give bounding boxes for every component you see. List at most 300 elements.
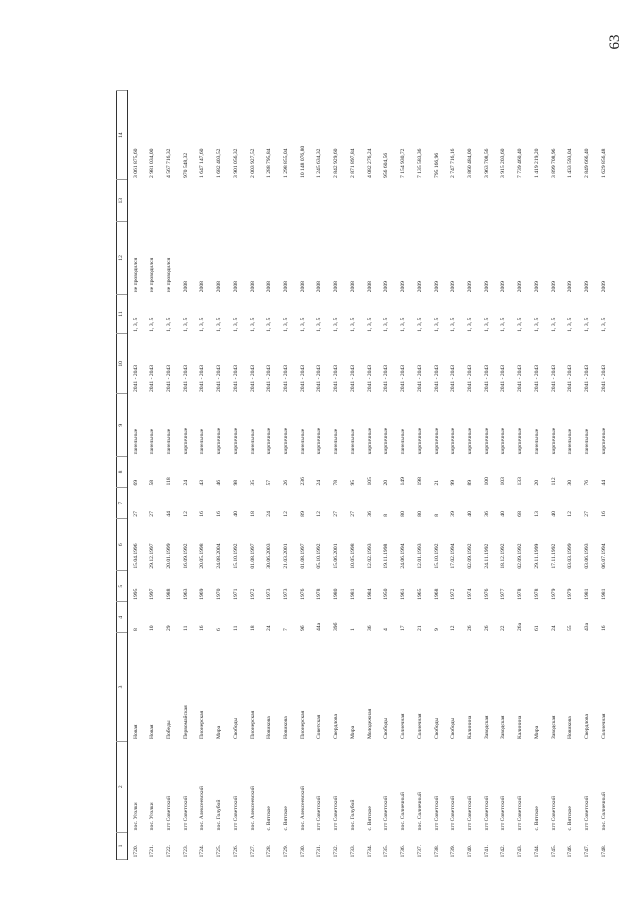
table-cell: кирпичные: [283, 427, 290, 455]
table-cell: 4 567 716,32: [166, 148, 172, 178]
table-cell: 1, 3, 5: [400, 317, 407, 332]
table-cell: [312, 180, 329, 222]
table-cell: 2008: [232, 281, 239, 293]
table-cell: пос. Голубой: [216, 799, 223, 831]
table-cell: [446, 180, 463, 222]
table-cell: 1, 3, 5: [249, 317, 256, 332]
table-cell: 20: [533, 479, 540, 486]
table-cell: 3 963 708,56: [483, 148, 490, 178]
page-number: 63: [607, 34, 623, 50]
table-cell: [513, 180, 530, 222]
table-cell: 2009: [433, 281, 440, 293]
table-cell: 24.06.1994: [400, 543, 407, 569]
table-cell: Солнечная: [400, 713, 407, 740]
table-cell: [362, 180, 379, 222]
table-cell: пгт Советский: [433, 796, 440, 831]
table-cell: 2009: [550, 281, 557, 293]
table-cell: 1721.: [149, 844, 156, 858]
table-cell: пгт Советский: [316, 796, 323, 831]
table-cell: 24.08.2004: [216, 543, 223, 569]
table-row: [312, 91, 329, 860]
table-cell: с. Вятское: [366, 806, 373, 831]
table-cell: пгт Советский: [333, 796, 340, 831]
table-cell: Новикова: [266, 716, 273, 740]
table-cell: 2009: [383, 281, 390, 293]
table-cell: [295, 180, 312, 222]
table-cell: 58: [149, 479, 156, 486]
table-cell: 24: [550, 625, 557, 631]
table-cell: пгт Советский: [182, 796, 189, 831]
table-cell: кирпичные: [182, 427, 189, 455]
table-cell: 17.11.1992: [550, 543, 557, 569]
table-cell: 198: [416, 477, 423, 486]
table-cell: Победы: [166, 720, 172, 740]
table-cell: 2008: [283, 281, 290, 293]
table-cell: Свердлова: [333, 714, 340, 740]
table-cell: 1724.: [199, 844, 206, 858]
table-cell: 18: [249, 625, 256, 631]
table-cell: 13: [533, 511, 540, 517]
table-cell: 1973: [266, 588, 273, 600]
table-cell: Мира: [216, 725, 223, 740]
table-cell: кирпичные: [366, 427, 373, 455]
table-cell: 20.05.1998: [199, 543, 206, 569]
table-cell: [212, 180, 229, 222]
column-header: 10: [117, 334, 128, 394]
table-cell: 3 899 708,96: [550, 148, 557, 178]
table-cell: 20: [383, 479, 390, 486]
column-header: 3: [117, 633, 128, 741]
table-cell: 2009: [583, 281, 590, 293]
table-cell: 2009: [466, 281, 473, 293]
table-cell: [329, 180, 346, 222]
table-row: [195, 91, 212, 860]
table-cell: 2041 - 2043: [132, 364, 139, 392]
table-cell: пгт Советский: [450, 796, 457, 831]
table-cell: 2009: [567, 281, 574, 293]
table-row: [596, 91, 613, 860]
table-cell: панельные: [333, 428, 340, 455]
table-cell: 4 082 276,24: [366, 148, 373, 178]
column-header: 6: [117, 519, 128, 571]
table-cell: 2041 - 2043: [450, 364, 457, 392]
table-cell: 27: [333, 511, 340, 517]
table-cell: 1745.: [550, 844, 557, 858]
table-cell: кирпичные: [433, 427, 440, 455]
table-cell: 36: [483, 511, 490, 517]
table-cell: 16: [199, 625, 206, 631]
table-cell: Свободы: [232, 717, 239, 740]
table-cell: 26: [283, 479, 290, 486]
table-row: [212, 91, 229, 860]
table-cell: 1733.: [349, 844, 356, 858]
table-cell: 78: [333, 479, 340, 486]
table-row: [345, 91, 362, 860]
table-row: [128, 91, 145, 860]
table-cell: 1, 3, 5: [483, 317, 490, 332]
table-cell: 1 629 856,48: [600, 148, 607, 178]
table-cell: 2041 - 2043: [500, 364, 507, 392]
table-cell: 12.02.1993: [366, 543, 373, 569]
table-cell: 1976: [483, 588, 490, 600]
table-cell: 2041 - 2043: [466, 364, 473, 392]
table-cell: 06.07.1994: [600, 543, 607, 569]
table-cell: Свободы: [433, 717, 440, 740]
table-cell: [161, 180, 178, 222]
table-cell: 2041 - 2043: [232, 364, 239, 392]
table-cell: 2008: [333, 281, 340, 293]
column-header: 9: [117, 394, 128, 456]
table-cell: 10: [149, 625, 156, 631]
table-cell: 1748.: [600, 844, 607, 858]
table-cell: 27: [149, 511, 156, 517]
table-cell: 1725.: [216, 844, 223, 858]
table-cell: 12: [283, 511, 290, 517]
table-cell: [178, 180, 195, 222]
table-cell: 16: [600, 625, 607, 631]
table-cell: 2009: [600, 281, 607, 293]
table-cell: 11: [232, 625, 239, 631]
table-cell: 15.10.1992: [232, 543, 239, 569]
table-cell: 76: [583, 479, 590, 486]
column-header: 7: [117, 488, 128, 519]
table-cell: 2008: [266, 281, 273, 293]
table-cell: 1978: [316, 588, 323, 600]
table-cell: [262, 180, 279, 222]
table-cell: 1, 3, 5: [416, 317, 423, 332]
table-cell: 1723.: [182, 844, 189, 858]
table-cell: кирпичные: [216, 427, 223, 455]
table-cell: 1729.: [283, 844, 290, 858]
table-cell: 1972: [249, 588, 256, 600]
data-table: [116, 90, 613, 860]
table-cell: 80: [416, 511, 423, 517]
table-row: [529, 91, 546, 860]
table-cell: 1735.: [383, 844, 390, 858]
table-cell: 21: [433, 479, 440, 486]
table-cell: 133: [517, 477, 524, 486]
table-cell: 1 245 634,32: [316, 148, 323, 178]
table-cell: [596, 180, 613, 222]
table-cell: 40: [466, 511, 473, 517]
table-cell: [195, 180, 212, 222]
table-cell: 1979: [550, 588, 557, 600]
table-cell: 1997: [149, 588, 156, 600]
table-cell: пос. Алексеевский: [199, 786, 206, 831]
table-cell: кирпичные: [500, 427, 507, 455]
table-cell: 8: [383, 513, 390, 517]
table-cell: 2 003 927,52: [249, 148, 256, 178]
table-cell: 236: [299, 477, 306, 486]
table-cell: 1, 3, 5: [182, 317, 189, 332]
table-cell: 1 433 593,04: [567, 148, 574, 178]
table-cell: 2041 - 2043: [583, 364, 590, 392]
table-cell: 1744.: [533, 844, 540, 858]
table-cell: 1972: [450, 588, 457, 600]
table-cell: кирпичные: [232, 427, 239, 455]
table-cell: 1739.: [450, 844, 457, 858]
table-cell: с. Вятское: [283, 806, 290, 831]
table-cell: 1 288 795,84: [266, 148, 273, 178]
table-cell: 1726.: [232, 844, 239, 858]
table-cell: 1981: [349, 588, 356, 600]
table-cell: 1965: [416, 588, 423, 600]
table-cell: 01.08.1997: [249, 543, 256, 569]
table-cell: 02.09.1992: [466, 543, 473, 569]
table-cell: Новая: [132, 724, 139, 740]
table-cell: 10 148 076,80: [299, 145, 306, 178]
table-cell: 1746.: [567, 844, 574, 858]
table-cell: не проводился: [132, 257, 139, 293]
table-cell: 103: [500, 477, 507, 486]
table-cell: 7 154 930,72: [400, 148, 407, 178]
table-cell: 1, 3, 5: [316, 317, 323, 332]
table-cell: 1984: [366, 588, 373, 600]
table-cell: 105: [366, 477, 373, 486]
table-cell: 15.06.2001: [333, 543, 340, 569]
table-cell: 2041 - 2043: [182, 364, 189, 392]
table-cell: 2041 - 2043: [216, 364, 223, 392]
table-cell: Новикова: [567, 716, 574, 740]
table-cell: кирпичные: [416, 427, 423, 455]
table-cell: 40: [232, 511, 239, 517]
table-cell: 795 166,96: [433, 152, 440, 178]
table-cell: 44: [166, 511, 172, 517]
column-header: 11: [117, 294, 128, 333]
table-row: [579, 91, 596, 860]
table-cell: Мира: [349, 725, 356, 740]
table-cell: 1, 3, 5: [500, 317, 507, 332]
table-cell: 1978: [517, 588, 524, 600]
table-cell: Калинина: [517, 715, 524, 740]
table-cell: 1728.: [266, 844, 273, 858]
table-cell: 1 419 219,20: [533, 148, 540, 178]
table-row: [245, 91, 262, 860]
table-cell: 03.03.1999: [567, 543, 574, 569]
table-cell: 36: [366, 625, 373, 631]
table-cell: пос. Уголки: [132, 802, 139, 831]
table-cell: 1737.: [416, 844, 423, 858]
table-cell: 24: [182, 479, 189, 486]
table-cell: 149: [400, 477, 407, 486]
table-cell: 1, 3, 5: [199, 317, 206, 332]
table-cell: 69: [132, 479, 139, 486]
table-cell: 1741.: [483, 844, 490, 858]
table-cell: 1720.: [132, 844, 139, 858]
table-cell: 1977: [500, 588, 507, 600]
table-row: [513, 91, 530, 860]
table-cell: 05.10.1992: [316, 543, 323, 569]
table-cell: 11: [182, 625, 189, 631]
table-cell: 2041 - 2043: [299, 364, 306, 392]
table-cell: 16: [600, 511, 607, 517]
table-cell: 1 647 147,60: [199, 148, 206, 178]
table-cell: 39б: [333, 622, 340, 631]
table-cell: 55: [567, 625, 574, 631]
table-cell: [462, 180, 479, 222]
table-row: [563, 91, 580, 860]
table-cell: 27: [583, 511, 590, 517]
table-cell: 1, 3, 5: [333, 317, 340, 332]
table-cell: 24: [316, 479, 323, 486]
table-cell: 2041 - 2043: [149, 364, 156, 392]
table-cell: пгт Советский: [483, 796, 490, 831]
table-cell: Первомайская: [182, 705, 189, 740]
table-cell: [579, 180, 596, 222]
table-cell: 2041 - 2043: [567, 364, 574, 392]
table-cell: 2041 - 2043: [416, 364, 423, 392]
table-cell: Новикова: [283, 716, 290, 740]
table-cell: 2008: [316, 281, 323, 293]
table-cell: 10.05.1998: [349, 543, 356, 569]
table-cell: 3 915 203,60: [500, 148, 507, 178]
table-cell: 1981: [600, 588, 607, 600]
table-cell: 12: [182, 511, 189, 517]
table-cell: Свободы: [383, 717, 390, 740]
table-cell: 27: [349, 511, 356, 517]
table-cell: 21: [416, 625, 423, 631]
table-cell: [412, 180, 429, 222]
table-cell: 2041 - 2043: [249, 364, 256, 392]
table-cell: 8: [132, 628, 139, 631]
table-cell: кирпичные: [266, 427, 273, 455]
table-cell: 1727.: [249, 844, 256, 858]
table-cell: пос. Солнечный: [600, 792, 607, 831]
table-cell: с. Вятское: [533, 806, 540, 831]
table-cell: пос. Уголки: [149, 802, 156, 831]
table-cell: 36: [366, 511, 373, 517]
table-cell: 17: [400, 625, 407, 631]
table-cell: 1, 3, 5: [232, 317, 239, 332]
table-cell: 2008: [299, 281, 306, 293]
table-cell: 1722.: [166, 844, 172, 858]
table-cell: 7: [283, 628, 290, 631]
table-cell: 18.12.1992: [500, 543, 507, 569]
table-row: [161, 91, 178, 860]
table-cell: 970 548,32: [182, 152, 189, 178]
table-cell: 22: [500, 625, 507, 631]
table-cell: 1738.: [433, 844, 440, 858]
table-cell: 02.09.1992: [517, 543, 524, 569]
table-cell: 44: [600, 479, 607, 486]
table-cell: 1963: [182, 588, 189, 600]
table-cell: 30: [567, 479, 574, 486]
table-cell: панельные: [349, 428, 356, 455]
table-cell: пос. Алексеевский: [249, 786, 256, 831]
table-cell: 9б: [299, 625, 306, 631]
table-cell: Новая: [149, 724, 156, 740]
table-cell: 30.06.2003: [266, 543, 273, 569]
table-cell: 2041 - 2043: [433, 364, 440, 392]
table-cell: 12.01.1993: [416, 543, 423, 569]
table-cell: Солнечная: [416, 713, 423, 740]
table-cell: 1995: [132, 588, 139, 600]
table-cell: 1, 3, 5: [349, 317, 356, 332]
table-cell: 24: [266, 511, 273, 517]
table-cell: пгт Советский: [232, 796, 239, 831]
table-row: [362, 91, 379, 860]
table-cell: 1, 3, 5: [466, 317, 473, 332]
table-cell: 2041 - 2043: [199, 364, 206, 392]
table-cell: 118: [166, 477, 172, 486]
table-cell: 1743.: [517, 844, 524, 858]
table-cell: панельные: [149, 428, 156, 455]
table-cell: 2009: [416, 281, 423, 293]
table-cell: пос. Голубой: [349, 799, 356, 831]
table-cell: 1, 3, 5: [533, 317, 540, 332]
table-cell: 1, 3, 5: [283, 317, 290, 332]
table-row: [546, 91, 563, 860]
table-row: [429, 91, 446, 860]
table-cell: 2008: [216, 281, 223, 293]
table-cell: 2008: [249, 281, 256, 293]
table-cell: 21.03.2001: [283, 543, 290, 569]
table-cell: [379, 180, 396, 222]
table-cell: 1988: [166, 588, 172, 600]
table-cell: 1, 3, 5: [383, 317, 390, 332]
table-cell: пгт Советский: [166, 796, 172, 831]
table-row: [178, 91, 195, 860]
table-cell: 9: [433, 628, 440, 631]
table-cell: 24.11.1992: [483, 543, 490, 569]
table-cell: 1 682 403,52: [216, 148, 223, 178]
table-cell: 1970: [216, 588, 223, 600]
table-cell: пгт Советский: [550, 796, 557, 831]
table-row: [329, 91, 346, 860]
table-cell: 1, 3, 5: [149, 317, 156, 332]
table-cell: Калинина: [466, 715, 473, 740]
table-cell: 1981: [583, 588, 590, 600]
table-cell: 1969: [199, 588, 206, 600]
column-header: 2: [117, 741, 128, 832]
table-cell: 68: [517, 511, 524, 517]
table-cell: не проводился: [166, 257, 172, 293]
table-row: [412, 91, 429, 860]
table-cell: [345, 180, 362, 222]
rotated-table-container: [116, 90, 613, 860]
table-cell: 1, 3, 5: [567, 317, 574, 332]
table-cell: 12: [316, 511, 323, 517]
table-cell: 2009: [517, 281, 524, 293]
table-cell: 1742.: [500, 844, 507, 858]
table-cell: 1971: [232, 588, 239, 600]
table-cell: 16: [199, 511, 206, 517]
column-header: 12: [117, 222, 128, 295]
table-cell: пос. Солнечный: [400, 792, 407, 831]
table-cell: панельные: [567, 428, 574, 455]
table-cell: 1732.: [333, 844, 340, 858]
table-cell: с. Вятское: [567, 806, 574, 831]
table-cell: 2008: [199, 281, 206, 293]
table-cell: 1, 3, 5: [517, 317, 524, 332]
table-cell: 1, 3, 5: [166, 317, 172, 332]
table-cell: 12: [567, 511, 574, 517]
table-cell: 35: [249, 479, 256, 486]
table-cell: 40: [550, 511, 557, 517]
table-cell: 26: [466, 625, 473, 631]
table-cell: 29.11.1999: [533, 543, 540, 569]
table-cell: панельные: [199, 428, 206, 455]
table-cell: 2009: [500, 281, 507, 293]
table-cell: 3 061 875,60: [132, 148, 139, 178]
table-cell: 1973: [283, 588, 290, 600]
table-cell: 2 842 929,60: [333, 148, 340, 178]
table-cell: 4: [383, 628, 390, 631]
table-cell: 39: [450, 511, 457, 517]
table-cell: 1, 3, 5: [366, 317, 373, 332]
table-cell: 2008: [182, 281, 189, 293]
table-cell: панельные: [249, 428, 256, 455]
